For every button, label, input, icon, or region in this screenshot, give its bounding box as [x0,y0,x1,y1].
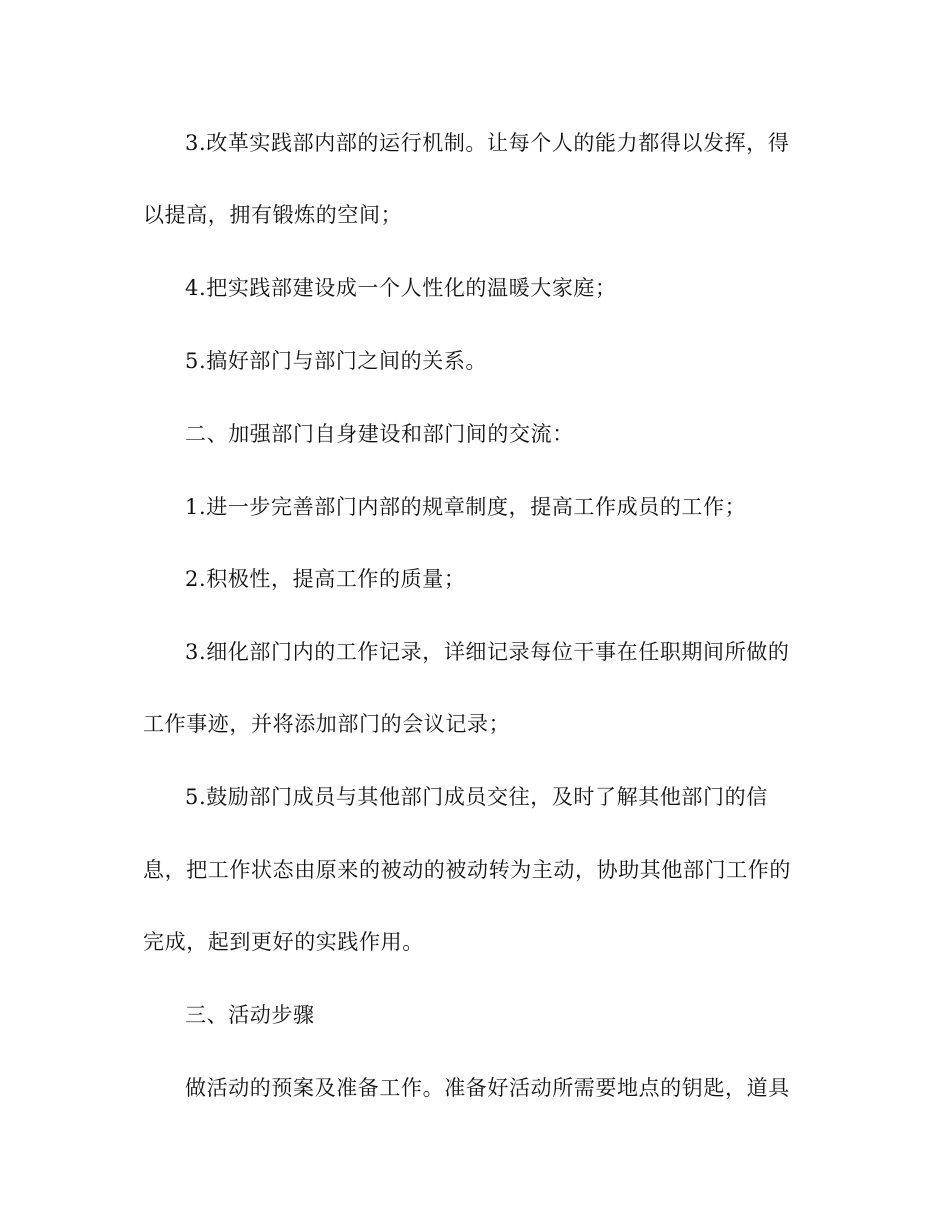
paragraph-line: 完成，起到更好的实践作用。 [143,930,424,954]
paragraph-line: 2.积极性，提高工作的质量； [185,567,466,591]
section-heading: 二、加强部门自身建设和部门间的交流： [185,422,574,446]
paragraph-line: 5.鼓励部门成员与其他部门成员交往，及时了解其他部门的信 [185,785,768,809]
section-heading: 三、活动步骤 [185,1003,315,1027]
paragraph-line: 以提高，拥有锻炼的空间； [143,203,403,227]
paragraph-line: 4.把实践部建设成一个人性化的温暖大家庭； [185,276,617,300]
paragraph-line: 息，把工作状态由原来的被动的被动转为主动，协助其他部门工作的 [143,858,791,882]
paragraph-line: 工作事迹，并将添加部门的会议记录； [143,712,511,736]
paragraph-line: 1.进一步完善部门内部的规章制度，提高工作成员的工作； [185,495,747,519]
paragraph-line: 3.细化部门内的工作记录，详细记录每位干事在任职期间所做的 [185,640,790,664]
paragraph-line: 做活动的预案及准备工作。准备好活动所需要地点的钥匙，道具 [185,1076,790,1100]
paragraph-line: 3.改革实践部内部的运行机制。让每个人的能力都得以发挥，得 [185,131,790,155]
paragraph-line: 5.搞好部门与部门之间的关系。 [185,349,488,373]
